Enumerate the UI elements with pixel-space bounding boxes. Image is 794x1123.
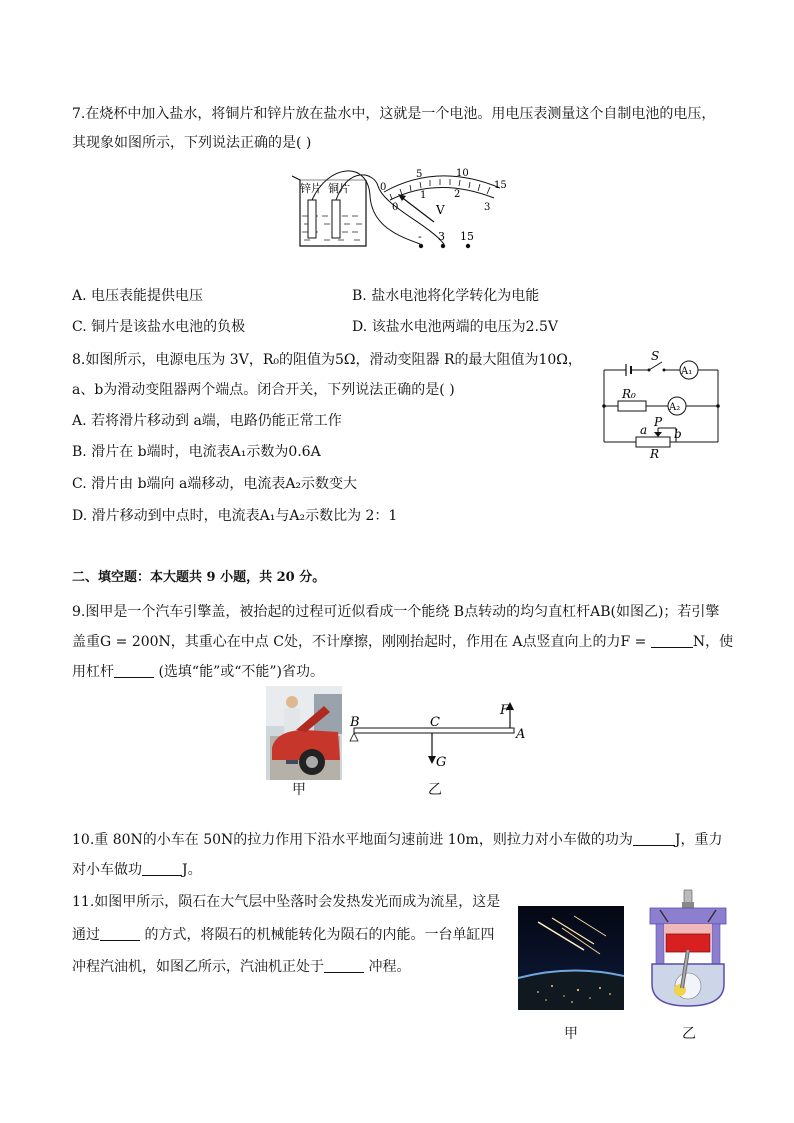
q9-line1: 9.图甲是一个汽车引擎盖，被抬起的过程可近似看成一个能绕 B点转动的均匀直杠杆AB(如图乙)；若引擎	[72, 604, 720, 620]
r0-label: R₀	[622, 387, 636, 401]
q8-option-d: D. 滑片移动到中点时，电流表A₁与A₂示数比为 2：1	[72, 508, 398, 524]
zinc-label: 锌片	[300, 182, 322, 195]
scale-bottom-2: 2	[454, 189, 461, 200]
q11-blank-method[interactable]	[100, 926, 140, 941]
q10-line1-text: 10.重 80N的小车在 50N的拉力作用下沿水平地面匀速前进 10m，则拉力对小车做的功为	[72, 832, 633, 848]
q11-blank-stroke[interactable]	[324, 958, 364, 973]
lever-c: C	[430, 715, 440, 730]
q9-line2-text: 盖重G = 200N，其重心在中点 C处，不计摩擦，刚刚抬起时，作用在 A点竖直向上的力F =	[72, 634, 651, 650]
q11-line3-rest: 冲程。	[364, 959, 411, 975]
a2-label: A₂	[669, 402, 681, 413]
q7-option-d: D. 该盐水电池两端的电压为2.5V	[352, 319, 559, 335]
lever-f: F	[500, 703, 510, 718]
q9-line3	[72, 662, 324, 682]
scale-top-10: 10	[456, 168, 469, 179]
a-label: a	[640, 423, 648, 437]
q7-line2: 其现象如图所示，下列说法正确的是( )	[72, 135, 312, 151]
scale-bottom-3: 3	[484, 202, 491, 213]
q11-line3-text: 冲程汽油机，如图乙所示，汽油机正处于	[72, 959, 324, 975]
r-label: R	[650, 447, 660, 460]
q9-fig-yi: 乙	[428, 782, 442, 798]
q11-engine-figure	[646, 888, 730, 1010]
b-label: b	[674, 427, 682, 441]
q9-fig-jia: 甲	[292, 782, 306, 798]
q8-circuit-figure	[596, 348, 726, 460]
q10-blank-pull-work[interactable]	[633, 831, 675, 846]
lever-g: G	[436, 755, 447, 770]
q11-line2-rest: 的方式，将陨石的机械能转化为陨石的内能。一台单缸四	[140, 927, 495, 943]
copper-label: 铜片	[328, 182, 350, 195]
term-15: 15	[460, 230, 474, 243]
q9-car-hood-photo	[266, 686, 342, 780]
q7-option-c: C. 铜片是该盐水电池的负极	[72, 319, 246, 335]
q7-option-b: B. 盐水电池将化学转化为电能	[352, 288, 540, 304]
q11-fig-yi: 乙	[682, 1026, 696, 1042]
scale-top-5: 5	[416, 169, 423, 180]
q8-option-b: B. 滑片在 b端时，电流表A₁示数为0.6A	[72, 444, 321, 460]
q11-line1: 11.如图甲所示，陨石在大气层中坠落时会发热发光而成为流星，这是	[72, 894, 501, 910]
q9-line2-unit: N，使	[692, 634, 734, 650]
q10-blank-gravity-work[interactable]	[142, 861, 182, 876]
zero-top: 0	[380, 182, 387, 193]
q10-line2	[72, 860, 202, 880]
lever-b: B	[350, 715, 360, 730]
q9-line2	[72, 632, 733, 652]
p-label: P	[654, 415, 663, 429]
q8-option-a: A. 若将滑片移动到 a端，电路仍能正常工作	[72, 413, 342, 429]
q11-line2-text: 通过	[72, 927, 100, 943]
q9-line3-text: 用杠杆	[72, 664, 114, 680]
unit-v: V	[436, 203, 445, 217]
q7-voltmeter-figure	[288, 166, 518, 256]
q9-lever-figure	[344, 700, 534, 772]
q9-blank-work[interactable]	[114, 663, 154, 678]
lever-a: A	[516, 727, 526, 742]
q11-line2	[72, 925, 494, 945]
q7-option-a: A. 电压表能提供电压	[72, 288, 204, 304]
q11-fig-jia: 甲	[564, 1026, 578, 1042]
scale-top-15: 15	[494, 180, 507, 191]
q7-line1: 7.在烧杯中加入盐水，将铜片和锌片放在盐水中，这就是一个电池。用电压表测量这个自制电池的电压，	[72, 106, 716, 122]
term-3: 3	[438, 230, 445, 243]
q9-line3-rest: (选填“能”或“不能”)省功。	[154, 664, 325, 680]
q8-option-c: C. 滑片由 b端向 a端移动，电流表A₂示数变大	[72, 476, 358, 492]
q10-line2-rest: J。	[182, 862, 202, 878]
q10-line1-rest: J，重力	[674, 832, 723, 848]
section-2-title: 二、填空题：本大题共 9 小题，共 20 分。	[72, 570, 326, 585]
q11-meteor-photo	[518, 906, 624, 1010]
q9-blank-force[interactable]	[651, 633, 693, 648]
q11-line3	[72, 957, 410, 977]
q8-line2: a、b为滑动变阻器两个端点。闭合开关，下列说法正确的是( )	[72, 382, 455, 398]
q8-line1: 8.如图所示，电源电压为 3V，R₀的阻值为5Ω，滑动变阻器 R的最大阻值为10Ω，	[72, 352, 582, 368]
q10-line2-text: 对小车做功	[72, 862, 142, 878]
a1-label: A₁	[681, 366, 693, 377]
scale-bottom-1: 1	[420, 190, 427, 201]
q10-line1	[72, 830, 722, 850]
zero-bottom: 0	[392, 202, 399, 213]
switch-label: S	[651, 349, 660, 363]
term-neg: -	[418, 230, 422, 243]
